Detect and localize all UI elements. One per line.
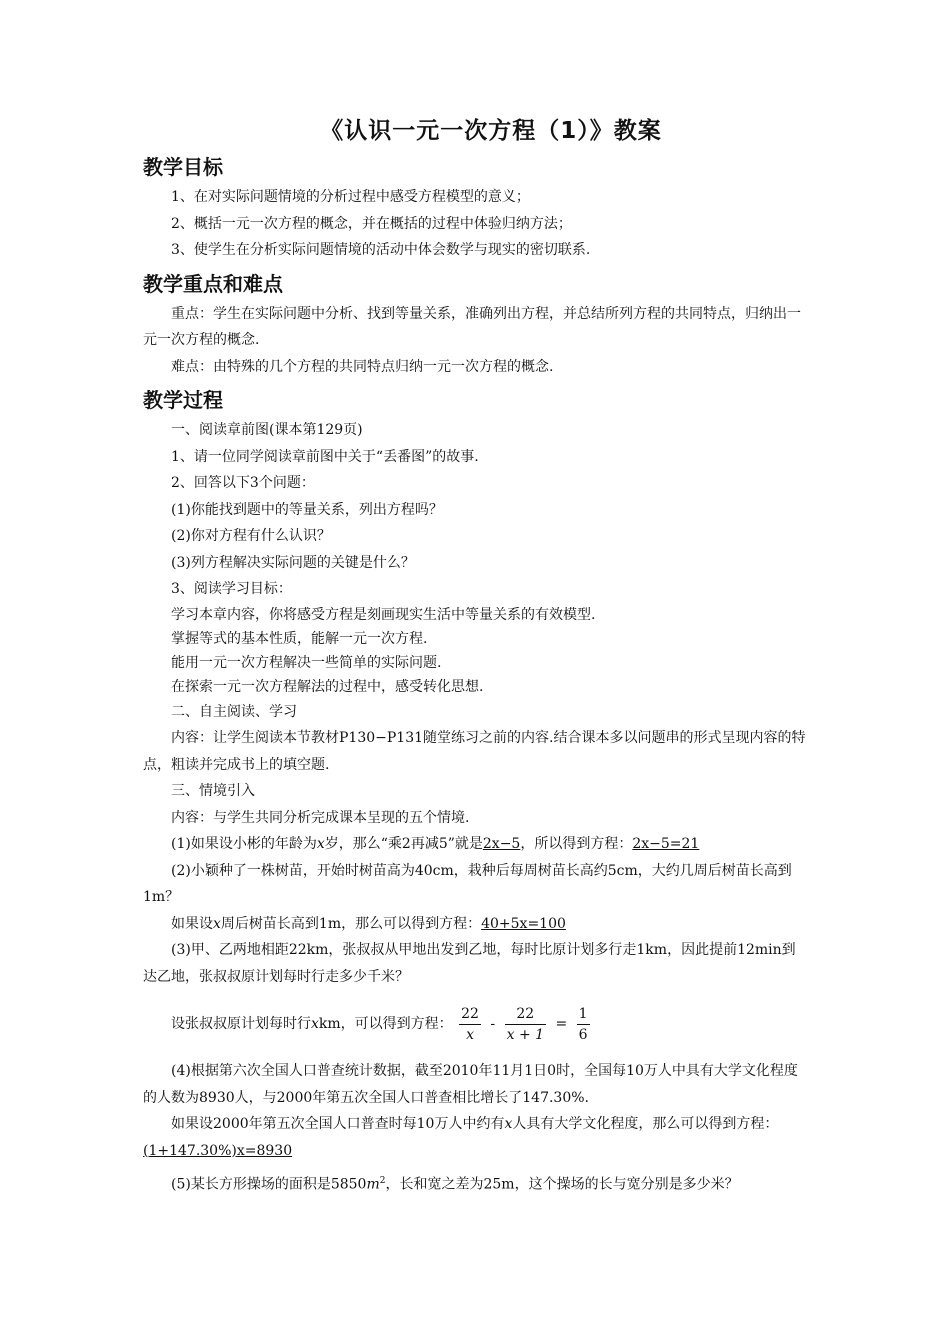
- key-point-difficulty: 难点：由特殊的几个方程的共同特点归纳一元一次方程的概念.: [171, 358, 554, 375]
- process-step: 2、回答以下3个问题：: [171, 475, 315, 491]
- expression-answer: 2x−5: [482, 836, 521, 852]
- scenario-2: (2)小颖种了一株树苗，开始时树苗高为40cm，栽种后每周树苗长高约5cm，大约几周后树苗长高到1m？: [143, 862, 792, 905]
- document-page: [143, 112, 809, 1198]
- variable-x: x: [213, 915, 221, 932]
- process-part-title: 二、自主阅读、学习: [171, 703, 297, 720]
- process-part-title: 一、阅读章前图(课本第129页): [171, 422, 363, 438]
- question-item: (2)你对方程有什么认识？: [171, 528, 331, 544]
- scenario-3: (3)甲、乙两地相距22km，张叔叔从甲地出发到乙地，每时比原计划多行走1km，因此提前12min到达乙地，张叔叔原计划每时行走多少千米？: [143, 942, 796, 985]
- unit-m: m: [366, 1176, 380, 1193]
- equation-answer: (1+147.30%)x=8930: [143, 1142, 293, 1159]
- equals-sign: =: [555, 1016, 568, 1032]
- objective-item: 在探索一元一次方程解法的过程中，感受转化思想.: [171, 678, 484, 695]
- minus-sign: -: [490, 1016, 496, 1032]
- fraction-22-over-x: $\frac{22}{x}$: [461, 1005, 479, 1043]
- process-content: 内容：让学生阅读本节教材P130−P131随堂练习之前的内容.结合课本多以问题串的形式呈现内容的特点，粗读并完成书上的填空题.: [143, 730, 806, 773]
- scenario-2-answer: 如果设x周后树苗长高到1m，那么可以得到方程：40+5x=100: [171, 915, 566, 932]
- process-step: 1、请一位同学阅读章前图中关于“丢番图”的故事.: [171, 448, 479, 465]
- section-heading-process: 教学过程: [143, 388, 223, 412]
- section-heading-goals: 教学目标: [143, 155, 223, 179]
- fraction-1-over-6: $\frac{1}{6}$: [578, 1005, 588, 1043]
- fraction-22-over-x-plus-1: $\frac{22}{x + 1}$: [506, 1005, 545, 1043]
- variable-x: x: [311, 1016, 319, 1032]
- objective-item: 学习本章内容，你将感受方程是刻画现实生活中等量关系的有效模型.: [171, 606, 596, 623]
- scenario-4-answer: 如果设2000年第五次全国人口普查时每10万人中约有x人具有大学文化程度，那么可以得到方程：(1+147.30%)x=8930: [143, 1116, 779, 1159]
- scenario-1: (1)如果设小彬的年龄为x岁，那么“乘2再减5”就是2x−5，所以得到方程：2x−5=21: [171, 836, 700, 852]
- scenario-3-answer: 设张叔叔原计划每时行xkm，可以得到方程： $\frac{22}{x}$ - $\frac{22}{x + 1}$ = $\frac{1}{6}$: [171, 1005, 588, 1043]
- page-title: 《认识一元一次方程（1）》教案: [320, 118, 662, 144]
- key-point-focus: 重点：学生在实际问题中分析、找到等量关系，准确列出方程，并总结所列方程的共同特点，归纳出一元一次方程的概念.: [143, 305, 801, 348]
- objective-item: 能用一元一次方程解决一些简单的实际问题.: [171, 654, 442, 671]
- variable-x: x: [504, 1116, 513, 1132]
- scenario-4: (4)根据第六次全国人口普查统计数据，截至2010年11月1日0时，全国每10万人中具有大学文化程度的人数为8930人，与2000年第五次全国人口普查相比增长了147.30%.: [143, 1063, 798, 1106]
- process-content: 内容：与学生共同分析完成课本呈现的五个情境.: [171, 809, 470, 826]
- objective-item: 掌握等式的基本性质，能解一元一次方程.: [171, 630, 428, 647]
- scenario-5: (5)某长方形操场的面积是$5850m^2$，长和宽之差为25m，这个操场的长与宽分别是多少米？: [171, 1176, 739, 1193]
- section-heading-key-points: 教学重点和难点: [143, 271, 283, 296]
- question-item: (1)你能找到题中的等量关系，列出方程吗？: [171, 501, 443, 518]
- equation-answer: 2x−5=21: [632, 836, 700, 852]
- goal-item: 3、使学生在分析实际问题情境的活动中体会数学与现实的密切联系.: [171, 242, 591, 258]
- exponent: 2: [379, 1176, 386, 1186]
- process-part-title: 三、情境引入: [171, 783, 255, 799]
- goal-item: 2、概括一元一次方程的概念，并在概括的过程中体验归纳方法；: [171, 215, 572, 232]
- equation-answer: 40+5x=100: [481, 915, 566, 932]
- variable-x: x: [316, 836, 325, 852]
- question-item: (3)列方程解决实际问题的关键是什么？: [171, 554, 415, 571]
- process-step: 3、阅读学习目标：: [171, 581, 292, 597]
- goal-item: 1、在对实际问题情境的分析过程中感受方程模型的意义；: [171, 189, 530, 205]
